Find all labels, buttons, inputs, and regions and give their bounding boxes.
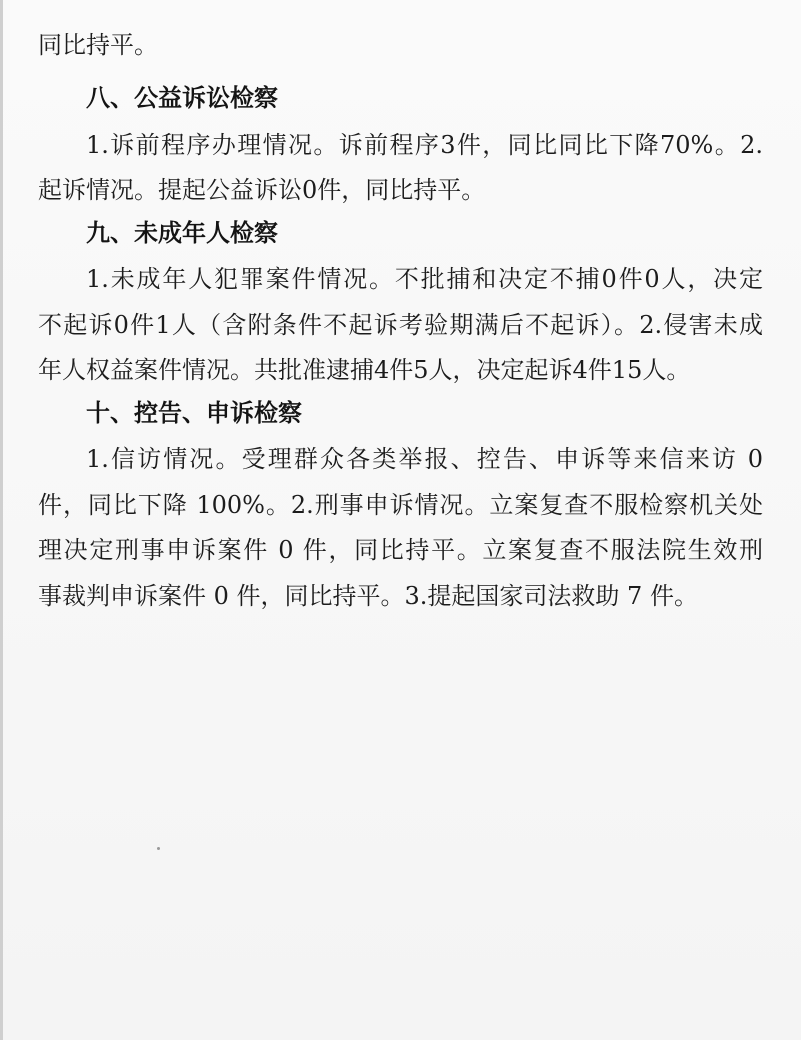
section-heading-juvenile: 九、未成年人检察 [86,219,278,247]
text-line: 1.诉前程序办理情况。诉前程序3件，同比同比下降70%。2. [86,131,763,159]
page-edge [0,0,3,1040]
text-line: 1.未成年人犯罪案件情况。不批捕和决定不捕0件0人，决定 [86,265,763,293]
section-heading-complaints: 十、控告、申诉检察 [86,399,302,427]
text-line: 不起诉0件1人（含附条件不起诉考验期满后不起诉）。2.侵害未成 [38,311,763,339]
text-line: 起诉情况。提起公益诉讼0件，同比持平。 [38,176,486,204]
section-heading-public-interest: 八、公益诉讼检察 [86,84,278,112]
paper-speck [157,847,160,850]
text-line: 件，同比下降 100%。2.刑事申诉情况。立案复查不服检察机关处 [38,491,763,519]
text-line: 同比持平。 [38,31,158,59]
text-line: 理决定刑事申诉案件 0 件，同比持平。立案复查不服法院生效刑 [38,536,763,564]
text-line: 年人权益案件情况。共批准逮捕4件5人，决定起诉4件15人。 [38,356,691,384]
text-line: 1.信访情况。受理群众各类举报、控告、申诉等来信来访 0 [86,445,763,473]
text-line: 事裁判申诉案件 0 件，同比持平。3.提起国家司法救助 7 件。 [38,582,698,610]
